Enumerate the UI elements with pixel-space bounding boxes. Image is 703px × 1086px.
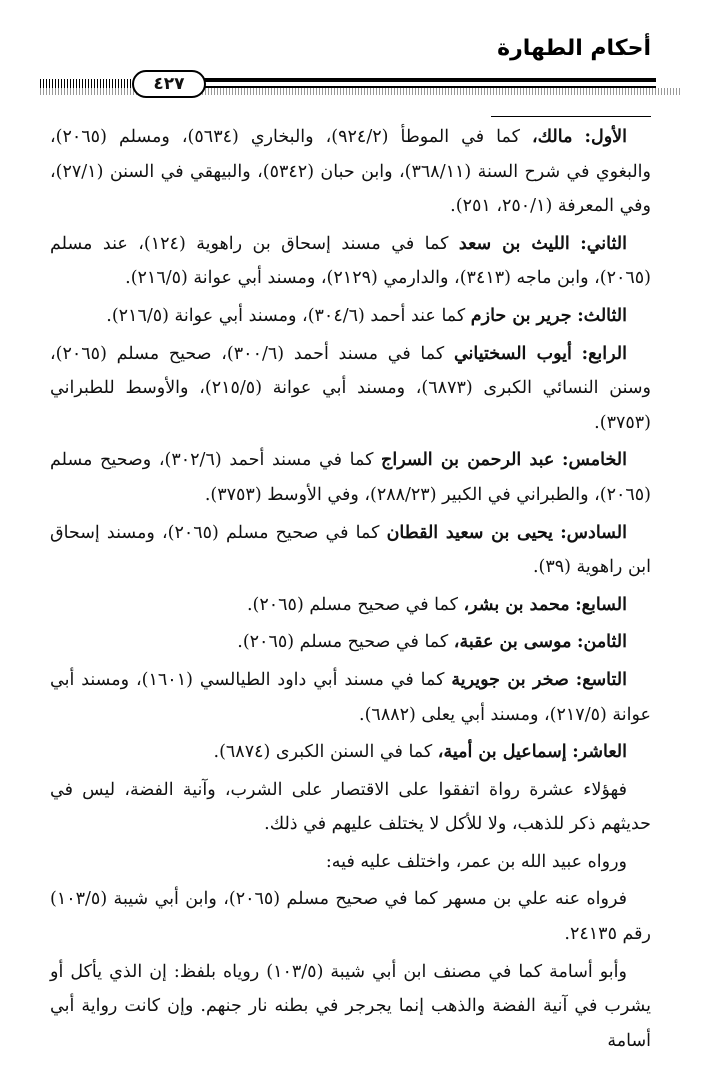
paragraph-text: فهؤلاء عشرة رواة اتفقوا على الاقتصار على الشرب، وآنية الفضة، ليس في حديثهم ذكر للذهب، ولا للأكل لا يختلف عليهم في ذلك. — [50, 779, 651, 835]
paragraph-13 — [50, 882, 651, 951]
paragraph-9 — [50, 663, 651, 732]
item-label: السادس: — [560, 522, 627, 543]
page-number: ٤٢٧ — [132, 70, 206, 98]
item-label: الخامس: — [562, 450, 627, 471]
paragraph-text: فرواه عنه علي بن مسهر كما في صحيح مسلم (٢٠٦٥)، وابن أبي شيبة (١٠٣/٥) رقم ٢٤١٣٥. — [50, 889, 651, 945]
paragraph-7 — [50, 588, 651, 623]
narrator-name: عبد الرحمن بن السراج — [381, 450, 555, 471]
paragraph-text: كما في صحيح مسلم (٢٠٦٥)، ومسند إسحاق ابن راهوية (٣٩). — [50, 522, 651, 578]
item-label: السابع: — [575, 594, 627, 615]
item-label: الثاني: — [580, 233, 627, 254]
item-label: الثالث: — [577, 305, 627, 326]
item-label: التاسع: — [575, 669, 627, 690]
item-label: الثامن: — [577, 632, 627, 653]
paragraph-5 — [50, 443, 651, 512]
paragraph-text: كما في الموطأ (٩٢٤/٢)، والبخاري (٥٦٣٤)، ومسلم (٢٠٦٥)، والبغوي في شرح السنة (٣٦٨/١١)، وابن حبان (٥٣٤٢)، والبيهقي في السنن (٢٧/١)، وفي المعرفة (٢٥٠/١، ٢٥١). — [50, 127, 651, 217]
narrator-name: إسماعيل بن أمية، — [437, 742, 567, 763]
item-label: العاشر: — [572, 742, 627, 763]
paragraph-8 — [50, 625, 651, 660]
paragraph-12 — [50, 845, 651, 880]
narrator-name: جرير بن حازم — [470, 305, 572, 326]
narrator-name: الليث بن سعد — [458, 233, 570, 254]
paragraph-text: كما في مسند أحمد (٣٠٢/٦)، وصحيح مسلم (٢٠٦٥)، والطبراني في الكبير (٢٨٨/٢٣)، وفي الأوسط (٣٧٥٣). — [50, 450, 651, 505]
paragraph-text: كما في السنن الكبرى (٦٨٧٤). — [213, 742, 438, 763]
paragraph-text: كما عند أحمد (٣٠٤/٦)، ومسند أبي عوانة (٢١٦/٥). — [106, 305, 471, 326]
paragraph-1 — [50, 120, 651, 224]
paragraph-10 — [50, 735, 651, 770]
narrator-name: صخر بن جويرية — [451, 669, 569, 690]
paragraph-text: كما في مسند أحمد (٣٠٠/٦)، صحيح مسلم (٢٠٦٥)، وسنن النسائي الكبرى (٦٨٧٣)، ومسند أبي عوانة (٢١٥/٥)، والأوسط للطبراني (٣٧٥٣). — [50, 343, 651, 433]
page-header — [0, 0, 703, 100]
paragraph-14 — [50, 955, 651, 1059]
narrator-name: يحيى بن سعيد القطان — [386, 522, 554, 543]
paragraph-3 — [50, 299, 651, 334]
paragraph-text: كما في صحيح مسلم (٢٠٦٥). — [246, 594, 464, 615]
narrator-name: محمد بن بشر، — [463, 594, 570, 615]
paragraph-text: كما في صحيح مسلم (٢٠٦٥). — [237, 632, 454, 653]
narrator-name: مالك، — [532, 127, 573, 147]
narrator-name: أيوب السختياني — [453, 343, 572, 364]
header-hatch-left — [40, 79, 135, 88]
paragraph-6 — [50, 516, 651, 585]
paragraph-4 — [50, 337, 651, 441]
header-rule-thick — [196, 78, 656, 82]
paragraph-11 — [50, 773, 651, 842]
paragraph-text: وأبو أسامة كما في مصنف ابن أبي شيبة (١٠٣/٥) روياه بلفظ: إن الذي يأكل أو يشرب في آنية الفضة والذهب إنما يجرجر في بطنه نار جنهم. وإن كانت رواية أبي أسامة — [50, 961, 651, 1051]
header-rule-thin — [196, 86, 656, 88]
paragraph-text: كما في مسند أبي داود الطيالسي (١٦٠١)، ومسند أبي عوانة (٢١٧/٥)، ومسند أبي يعلى (٦٨٨٢). — [50, 669, 651, 725]
paragraph-text: ورواه عبيد الله بن عمر، واختلف عليه فيه: — [325, 851, 627, 872]
footnote-separator — [491, 116, 651, 117]
item-label: الأول: — [584, 127, 627, 147]
item-label: الرابع: — [581, 343, 627, 364]
book-title: أحكام الطهارة — [497, 36, 651, 61]
narrator-name: موسى بن عقبة، — [453, 632, 572, 653]
page-body — [50, 120, 651, 1061]
paragraph-text: كما في مسند إسحاق بن راهوية (١٢٤)، عند مسلم (٢٠٦٥)، وابن ماجه (٣٤١٣)، والدارمي (٢١٢٩)، ومسند أبي عوانة (٢١٦/٥). — [50, 233, 651, 289]
paragraph-2 — [50, 227, 651, 296]
